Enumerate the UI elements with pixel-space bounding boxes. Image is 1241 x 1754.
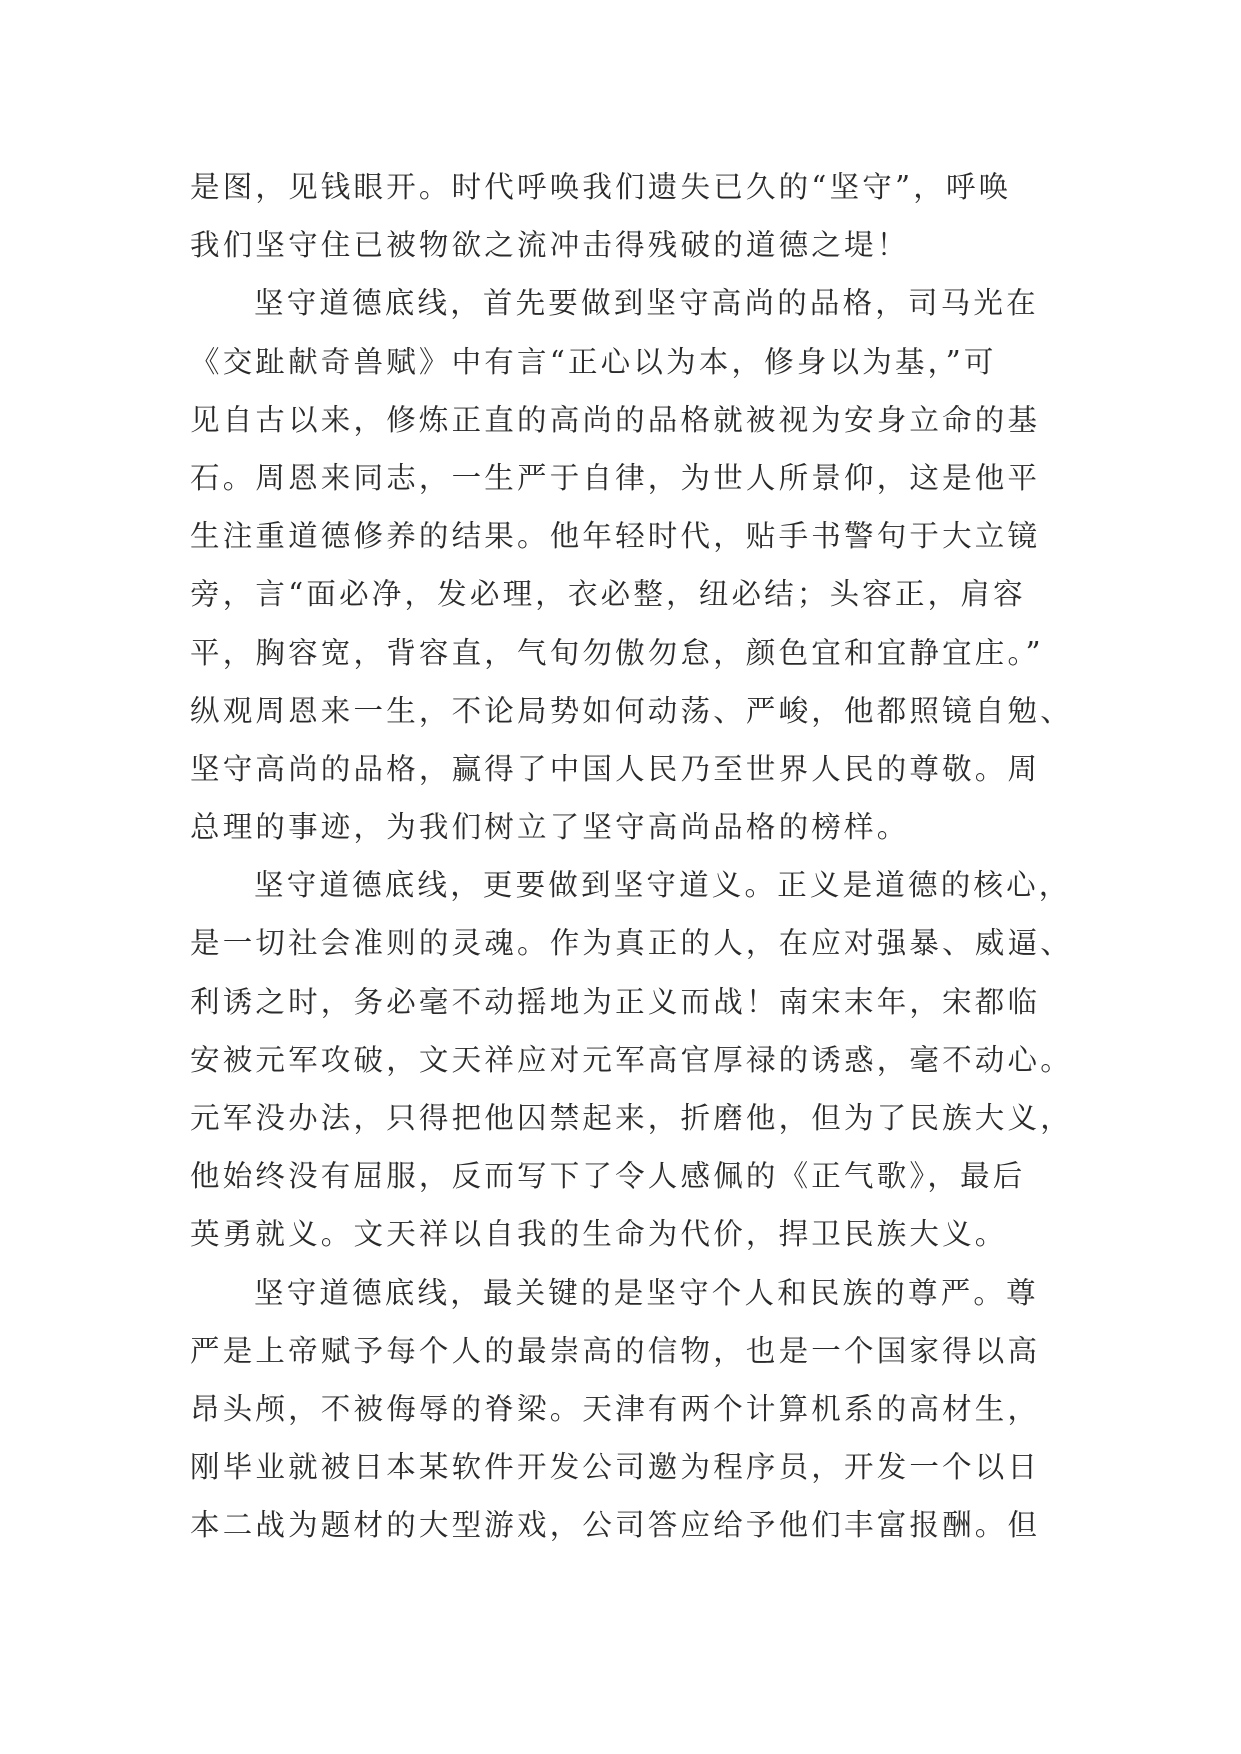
text-line: 昂头颅，不被侮辱的脊梁。天津有两个计算机系的高材生， [190,1391,1041,1426]
text-line: 见自古以来，修炼正直的高尚的品格就被视为安身立命的基 [190,402,1041,437]
text-line: 本二战为题材的大型游戏，公司答应给予他们丰富报酬。但 [190,1508,1041,1543]
text-line: 旁，言“面必净，发必理，衣必整，纽必结；头容正，肩容 [190,577,1026,612]
paragraph-first-line: 坚守道德底线，更要做到坚守道义。正义是道德的核心， [254,868,1072,903]
text-line: 总理的事迹，为我们树立了坚守高尚品格的榜样。 [190,810,910,845]
text-line: 是一切社会准则的灵魂。作为真正的人，在应对强暴、威逼、 [190,926,1073,961]
text-line: 严是上帝赋予每个人的最崇高的信物，也是一个国家得以高 [190,1333,1041,1368]
text-line: 生注重道德修养的结果。他年轻时代，贴手书警句于大立镜 [190,519,1041,554]
text-line: 《交趾献奇兽赋》中有言“正心以为本，修身以为基，”可 [190,344,997,379]
text-line: 平，胸容宽，背容直，气旬勿傲勿怠，颜色宜和宜静宜庄。” [190,635,1044,670]
text-line: 是图，见钱眼开。时代呼唤我们遗失已久的“坚守”，呼唤 [190,170,1012,204]
text-line: 我们坚守住已被物欲之流冲击得残破的道德之堤！ [190,228,910,263]
document-body-text [190,158,1073,1555]
text-line: 元军没办法，只得把他囚禁起来，折磨他，但为了民族大义， [190,1101,1073,1135]
paragraph-first-line: 坚守道德底线，最关键的是坚守个人和民族的尊严。尊 [254,1275,1039,1310]
text-line: 坚守高尚的品格，赢得了中国人民乃至世界人民的尊敬。周 [190,751,1041,786]
paragraph-first-line: 坚守道德底线，首先要做到坚守高尚的品格，司马光在 [254,286,1039,321]
text-line: 石。周恩来同志，一生严于自律，为世人所景仰，这是他平 [190,460,1041,495]
text-line: 刚毕业就被日本某软件开发公司邀为程序员，开发一个以日 [190,1450,1041,1485]
text-line: 英勇就义。文天祥以自我的生命为代价，捍卫民族大义。 [190,1217,1008,1252]
text-line: 利诱之时，务必毫不动摇地为正义而战！南宋末年，宋都临 [190,984,1041,1019]
text-line: 纵观周恩来一生，不论局势如何动荡、严峻，他都照镜自勉、 [190,693,1073,728]
text-line: 安被元军攻破，文天祥应对元军高官厚禄的诱惑，毫不动心。 [190,1042,1073,1077]
text-line: 他始终没有屈服，反而写下了令人感佩的《正气歌》，最后 [190,1159,1026,1194]
